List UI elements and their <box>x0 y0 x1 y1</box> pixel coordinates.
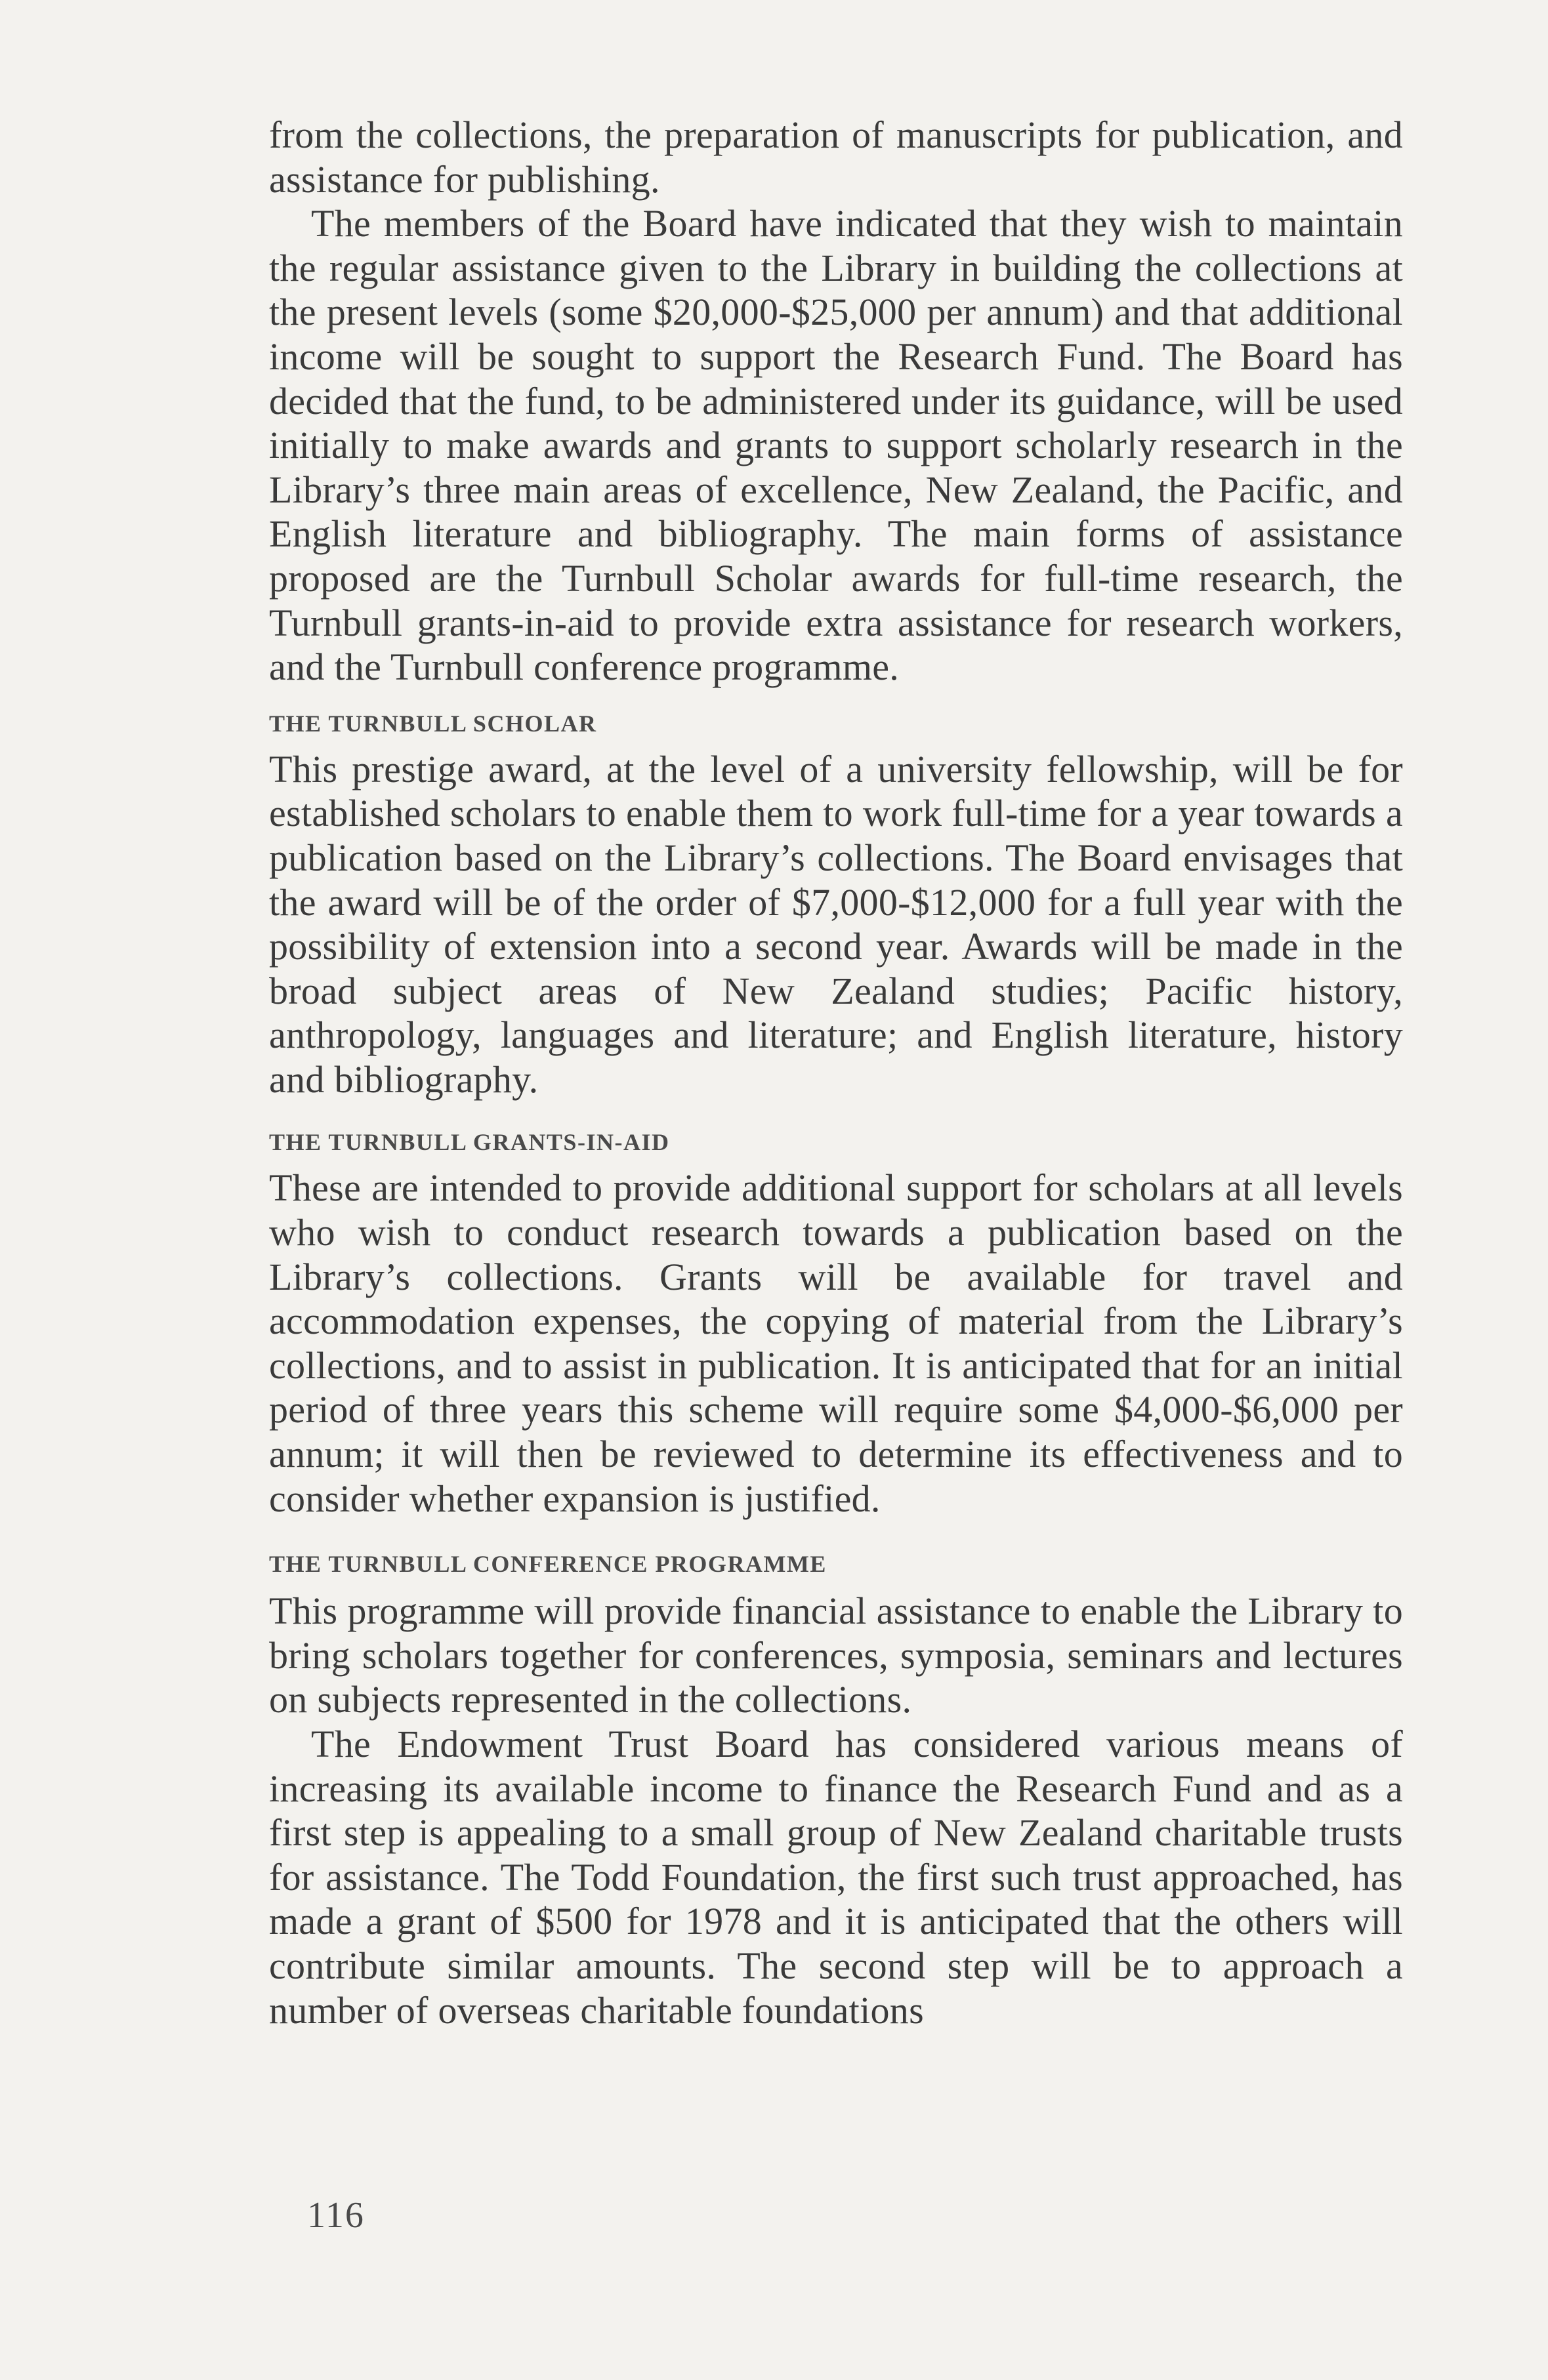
paragraph-conference-programme: This programme will provide financial assistance to enable the Library to bring scholars together for conferences, symposia, seminars and lectures on subjects represented in the collections. <box>269 1590 1403 1721</box>
paragraph-turnbull-scholar: This prestige award, at the level of a university fellowship, will be for established scholars to enable them to work full-time for a year towards a publication based on the Library’s collections. The Board envisages that the award will be of the order of $7,000-$12,000 for a full year with the possibility of extension into a second year. Awards will be made in the broad subject areas of New Zealand studies; Pacific history, anthropology, languages and literature; and English literature, history and bibliography. <box>269 747 1403 1101</box>
paragraph-board-intent: The members of the Board have indicated that they wish to maintain the regular assistance given to the Library in building the collections at the present levels (some $20,000-$25,000 per annum) and that additional income will be sought to support the Research Fund. The Board has decided that the fund, to be administered under its guidance, will be used initially to make awards and grants to support scholarly research in the Library’s three main areas of excellence, New Zealand, the Pacific, and English literature and bibliography. The main forms of assistance proposed are the Turnbull Scholar awards for full-time research, the Turnbull grants-in-aid to provide extra assistance for research workers, and the Turnbull conference programme. <box>269 202 1403 689</box>
heading-conference-programme: THE TURNBULL CONFERENCE PROGRAMME <box>269 1551 827 1578</box>
paragraph-continuation: from the collections, the preparation of manuscripts for publication, and assistance for publishing. <box>269 113 1403 201</box>
page-body <box>269 113 1403 2032</box>
page-number: 116 <box>307 2195 365 2236</box>
paragraph-grants-in-aid: These are intended to provide additional support for scholars at all levels who wish to conduct research towards a publication based on the Library’s collections. Grants will be available for travel and accommodation expenses, the copying of material from the Library’s collections, and to assist in publication. It is anticipated that for an initial period of three years this scheme will require some $4,000-$6,000 per annum; it will then be reviewed to determine its effectiveness and to consider whether expansion is justified. <box>269 1166 1403 1520</box>
heading-turnbull-scholar: THE TURNBULL SCHOLAR <box>269 710 597 737</box>
paragraph-endowment-trust: The Endowment Trust Board has considered various means of increasing its available income to finance the Research Fund and as a first step is appealing to a small group of New Zealand charitable trusts for assistance. The Todd Foundation, the first such trust approached, has made a grant of $500 for 1978 and it is anticipated that the others will contribute similar amounts. The second step will be to approach a number of overseas charitable foundations <box>269 1723 1403 2032</box>
heading-grants-in-aid: THE TURNBULL GRANTS-IN-AID <box>269 1129 670 1156</box>
